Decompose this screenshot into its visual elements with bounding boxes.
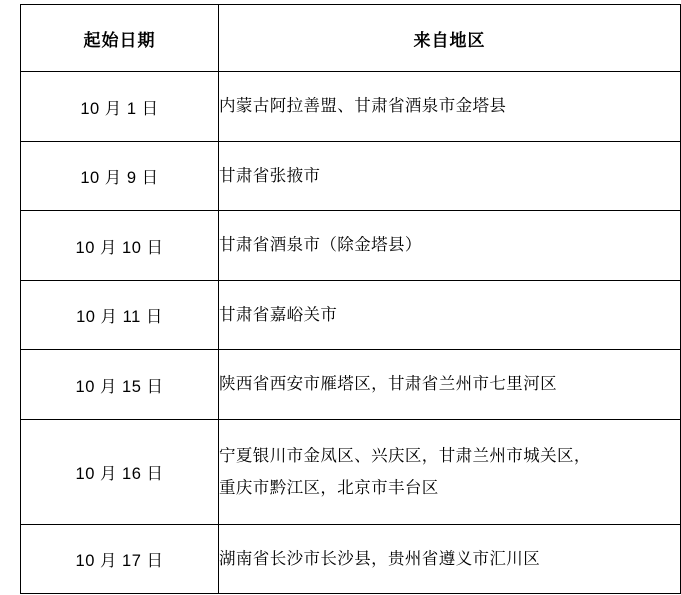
cell-region [219,211,681,281]
cell-date: 10 月 16 日 [21,420,219,525]
region-line: 陕西省西安市雁塔区，甘肃省兰州市七里河区 [219,375,557,394]
region-line: 甘肃省张掖市 [219,166,321,185]
region-line: 宁夏银川市金凤区、兴庆区，甘肃兰州市城关区， [219,446,591,465]
table-row [21,350,681,420]
table-header-row [21,5,681,72]
cell-region [219,420,681,525]
cell-date: 10 月 1 日 [21,72,219,142]
table-row [21,525,681,594]
table-row [21,211,681,281]
cell-region [219,72,681,142]
column-header-start-date: 起始日期 [21,5,219,72]
table-body [21,72,681,594]
cell-region [219,525,681,594]
table-row [21,281,681,350]
table-row [21,72,681,142]
cell-region [219,281,681,350]
region-line: 甘肃省酒泉市（除金塔县） [219,236,422,255]
cell-date: 10 月 17 日 [21,525,219,594]
region-line: 内蒙古阿拉善盟、甘肃省酒泉市金塔县 [219,97,507,116]
cell-region [219,142,681,211]
table-header [21,5,681,72]
column-header-region: 来自地区 [219,5,681,72]
cell-date: 10 月 15 日 [21,350,219,420]
region-line: 甘肃省嘉峪关市 [219,305,338,324]
risk-area-table [20,4,681,594]
cell-date: 10 月 9 日 [21,142,219,211]
table-row [21,142,681,211]
region-line: 湖南省长沙市长沙县，贵州省遵义市汇川区 [219,549,541,568]
table-row [21,420,681,525]
cell-region [219,350,681,420]
region-line: 重庆市黔江区，北京市丰台区 [219,479,439,497]
document-page [0,4,681,595]
cell-date: 10 月 11 日 [21,281,219,350]
cell-date: 10 月 10 日 [21,211,219,281]
